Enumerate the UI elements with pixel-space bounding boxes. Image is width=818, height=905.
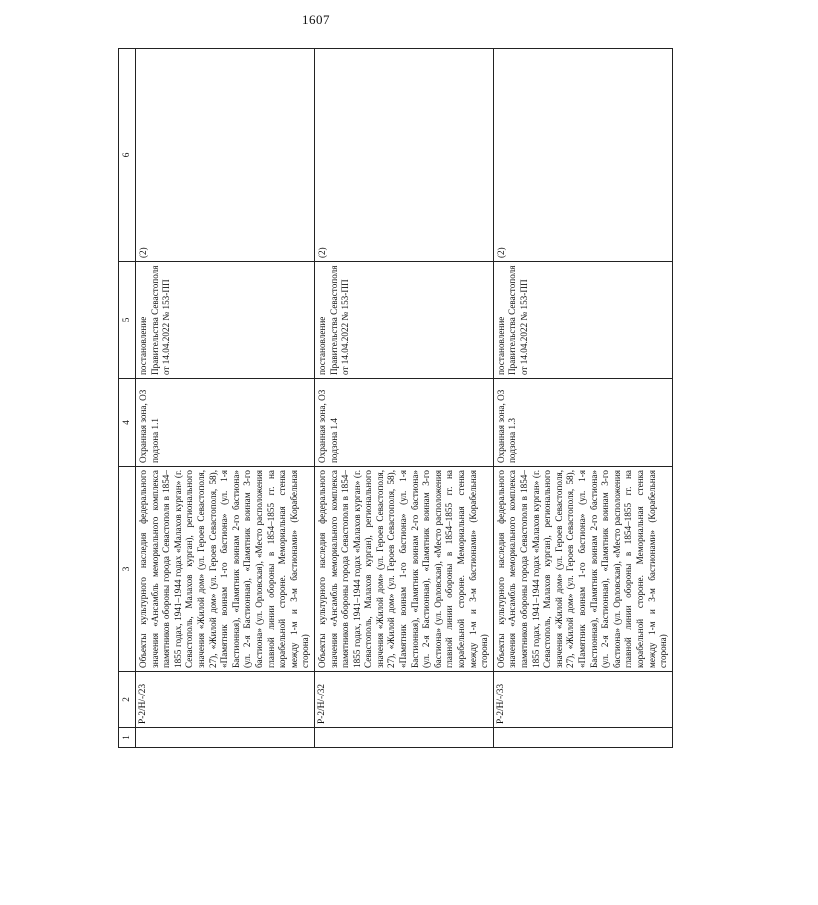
note-cell: (2) bbox=[136, 49, 315, 262]
header-col-6: 6 bbox=[119, 49, 136, 262]
zone-code-cell: Р-2/Н/-/23 bbox=[136, 672, 315, 728]
zone-code-cell: Р-2/Н/-/33 bbox=[493, 672, 672, 728]
row-index-cell bbox=[493, 728, 672, 748]
zone-code-cell: Р-2/Н/-/32 bbox=[314, 672, 493, 728]
legal-document-cell: постановление Правительства Севастополя от 14.04.2022 № 153-ПП bbox=[136, 262, 315, 379]
heritage-zones-table bbox=[118, 48, 673, 748]
header-col-1: 1 bbox=[119, 728, 136, 748]
note-cell: (2) bbox=[493, 49, 672, 262]
header-row bbox=[119, 49, 136, 748]
zone-type-cell: Охранная зона, ОЗ подзона 1.1 bbox=[136, 379, 315, 467]
rotated-table-area bbox=[118, 48, 818, 740]
row-index-cell bbox=[314, 728, 493, 748]
table-row bbox=[136, 49, 315, 748]
header-col-5: 5 bbox=[119, 262, 136, 379]
page-number: 1607 bbox=[302, 12, 330, 27]
table-row bbox=[314, 49, 493, 748]
zone-type-cell: Охранная зона, ОЗ подзона 1.4 bbox=[314, 379, 493, 467]
row-index-cell bbox=[136, 728, 315, 748]
heritage-object-cell: Объекты культурного наследия федерального значения «Ансамбль мемориального комплекса памятников обороны города Севастополя в 1854–1855 годах, 1941–1944 годах «Малахов курган» (г. Севастополь, Малахов курган), регионального значения «Жилой дом» (ул. Героев Севастополя, 27), «Жилой дом» (ул. Героев Севастополя, 58), «Памятник воинам 1-го бастиона» (ул. 1-я Бастионная), «Памятник воинам 2-го бастиона» (ул. 2-я Бастионная), «Памятник воинам 3-го бастиона» (ул. Орловская), «Место расположения главной линии обороны в 1854–1855 гг. на корабельной стороне. Мемориальная стенка между 1-м и 3-м бастионами» (Корабельная сторона) bbox=[136, 467, 315, 672]
rotated-table-container bbox=[118, 48, 669, 748]
heritage-object-cell: Объекты культурного наследия федерального значения «Ансамбль мемориального комплекса памятников обороны города Севастополя в 1854–1855 годах, 1941–1944 годах «Малахов курган» (г. Севастополь, Малахов курган), регионального значения «Жилой дом» (ул. Героев Севастополя, 27), «Жилой дом» (ул. Героев Севастополя, 58), «Памятник воинам 1-го бастиона» (ул. 1-я Бастионная), «Памятник воинам 2-го бастиона» (ул. 2-я Бастионная), «Памятник воинам 3-го бастиона» (ул. Орловская), «Место расположения главной линии обороны в 1854–1855 гг. на корабельной стороне. Мемориальная стенка между 1-м и 3-м бастионами» (Корабельная сторона) bbox=[314, 467, 493, 672]
header-col-2: 2 bbox=[119, 672, 136, 728]
table-row bbox=[493, 49, 672, 748]
header-col-3: 3 bbox=[119, 467, 136, 672]
legal-document-cell: постановление Правительства Севастополя от 14.04.2022 № 153-ПП bbox=[493, 262, 672, 379]
note-cell: (2) bbox=[314, 49, 493, 262]
legal-document-cell: постановление Правительства Севастополя от 14.04.2022 № 153-ПП bbox=[314, 262, 493, 379]
header-col-4: 4 bbox=[119, 379, 136, 467]
zone-type-cell: Охранная зона, ОЗ подзона 1.3 bbox=[493, 379, 672, 467]
heritage-object-cell: Объекты культурного наследия федерального значения «Ансамбль мемориального комплекса памятников обороны города Севастополя в 1854–1855 годах, 1941–1944 годах «Малахов курган» (г. Севастополь, Малахов курган), регионального значения «Жилой дом» (ул. Героев Севастополя, 27), «Жилой дом» (ул. Героев Севастополя, 58), «Памятник воинам 1-го бастиона» (ул. 1-я Бастионная), «Памятник воинам 2-го бастиона» (ул. 2-я Бастионная), «Памятник воинам 3-го бастиона» (ул. Орловская), «Место расположения главной линии обороны в 1854–1855 гг. на корабельной стороне. Мемориальная стенка между 1-м и 3-м бастионами» (Корабельная сторона) bbox=[493, 467, 672, 672]
